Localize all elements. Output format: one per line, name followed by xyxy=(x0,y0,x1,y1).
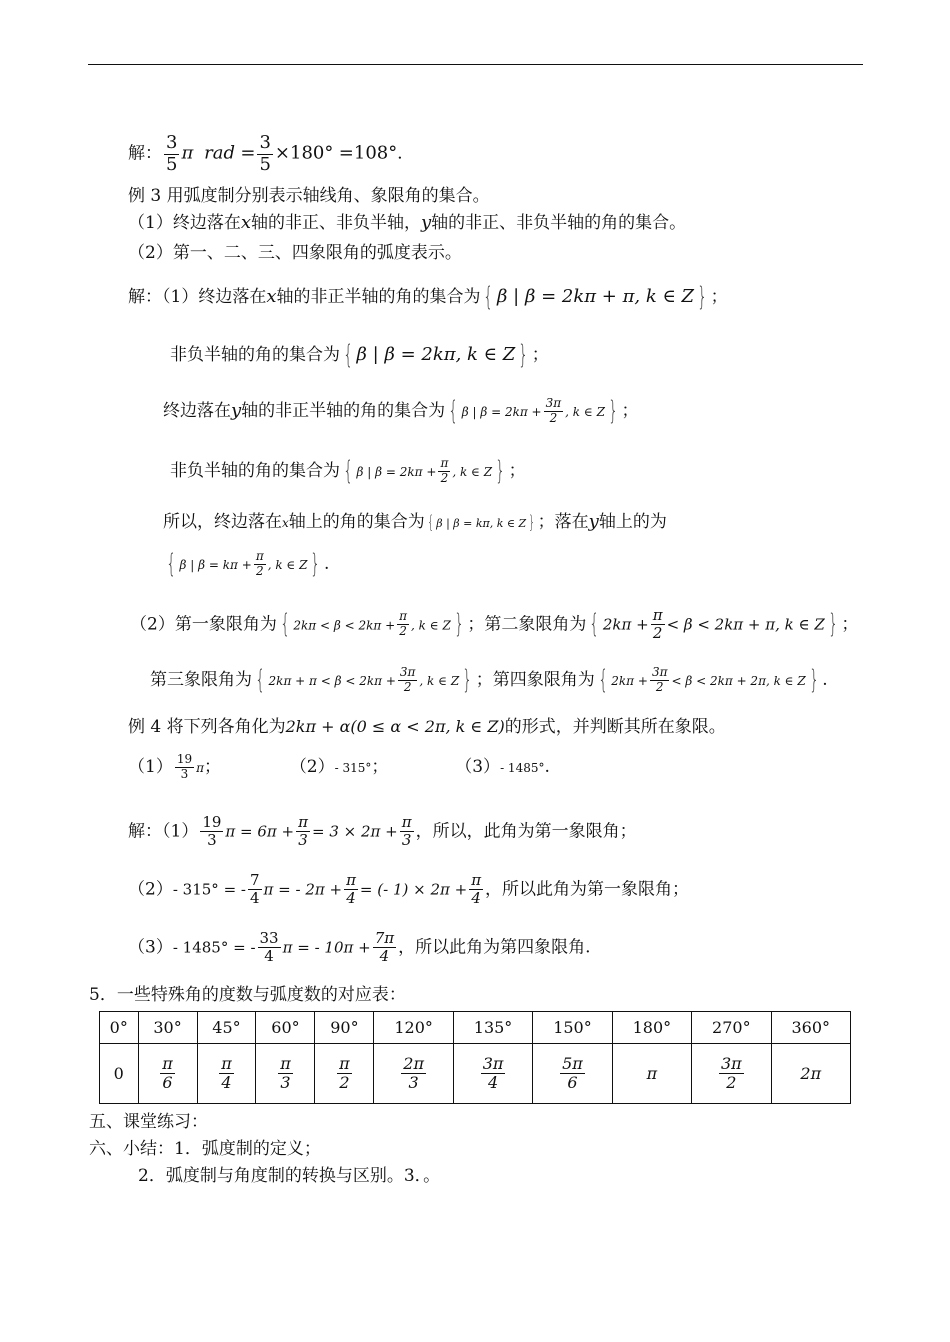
text: ，所以此角为第四象限角. xyxy=(398,937,591,958)
left-brace: { xyxy=(280,609,291,640)
solution-label: 解： xyxy=(128,143,162,164)
right-brace: } xyxy=(697,282,708,312)
section-summary-heading: 六、小结：1．弧度制的定义； xyxy=(89,1139,321,1159)
set-expression: < β < 2kπ + 2π, k ∈ Z xyxy=(671,674,806,689)
fraction: $\frac{3}{5}$ xyxy=(166,132,178,175)
text: ；落在 xyxy=(537,512,589,532)
pi-symbol: π xyxy=(196,760,204,775)
text: 解：（1）终边落在 xyxy=(128,287,267,308)
text: 轴的非正半轴的角的集合为 xyxy=(241,401,446,422)
times-180: ×180° xyxy=(274,142,334,164)
expression: = (- 1) × 2π + xyxy=(359,880,468,899)
fraction: $\frac{19}{3}$ xyxy=(176,752,193,781)
var-y: y xyxy=(420,212,432,233)
left-brace: { xyxy=(343,340,354,370)
fraction: $\frac{7\pi}{4}$ xyxy=(374,929,395,966)
radian-fraction: $\frac{\pi}{4}$ xyxy=(221,1053,232,1092)
semicolon: ； xyxy=(531,345,549,366)
period: . xyxy=(822,670,828,691)
set-expression: , k ∈ Z xyxy=(267,558,308,573)
expression: π = - 10π + xyxy=(282,938,371,957)
degree-cell: 45° xyxy=(197,1012,256,1044)
set-expression: 2kπ + xyxy=(602,615,649,634)
radian-cell xyxy=(533,1044,612,1104)
fraction: $\frac{\pi}{3}$ xyxy=(298,813,308,850)
set-expression: < β < 2kπ + π, k ∈ Z xyxy=(666,615,825,634)
text: ，所以此角为第一象限角； xyxy=(485,879,690,900)
section-5-heading: 5．一些特殊角的度数与弧度数的对应表： xyxy=(89,985,406,1005)
example-3-question-2: （2）第一、二、三、四象限角的弧度表示。 xyxy=(128,243,462,263)
text: ，所以，此角为第一象限角； xyxy=(415,821,637,842)
degree-cell: 150° xyxy=(533,1012,612,1044)
set-expression: , k ∈ Z xyxy=(419,674,460,689)
pi-symbol: π xyxy=(181,142,194,164)
var-x: x xyxy=(240,212,251,233)
right-brace: } xyxy=(828,609,839,640)
left-brace: { xyxy=(343,456,354,486)
result-108: =108° xyxy=(338,142,398,164)
text: ；第四象限角为 xyxy=(475,670,595,691)
radian-value: 0 xyxy=(113,1064,124,1083)
left-brace: { xyxy=(589,609,600,640)
solution-line-1 xyxy=(128,133,414,175)
var-y: y xyxy=(588,511,599,532)
answer-2 xyxy=(128,872,689,908)
semicolon: ； xyxy=(371,756,389,777)
radian-cell xyxy=(453,1044,532,1104)
right-brace: } xyxy=(462,665,473,695)
formula: 2kπ + α(0 ≤ α < 2π, k ∈ Z) xyxy=(285,717,505,736)
degree-cell: 180° xyxy=(612,1012,691,1044)
left-brace: { xyxy=(166,549,177,579)
radian-cell xyxy=(138,1044,197,1104)
radian-cell xyxy=(612,1044,691,1104)
radian-fraction: $\frac{\pi}{6}$ xyxy=(162,1053,173,1092)
text: 非负半轴的角的集合为 xyxy=(170,345,340,366)
angle-table xyxy=(99,1011,851,1104)
right-brace: } xyxy=(809,665,819,695)
example-3-question-1 xyxy=(128,212,686,234)
degree-cell: 135° xyxy=(453,1012,532,1044)
answer-label: （2） xyxy=(128,879,173,900)
set-expression: , k ∈ Z xyxy=(452,465,493,480)
solution-3-line-1 xyxy=(128,282,728,313)
semicolon: ； xyxy=(710,287,728,308)
fraction: $\frac{33}{4}$ xyxy=(259,929,279,966)
fraction: $\frac{\pi}{2}$ xyxy=(440,456,449,486)
radian-fraction: $\frac{3\pi}{2}$ xyxy=(720,1053,742,1092)
set-expression: 2kπ + xyxy=(611,674,648,689)
right-brace: } xyxy=(495,456,506,486)
degree-cell: 360° xyxy=(771,1012,850,1044)
radian-fraction: $\frac{3\pi}{4}$ xyxy=(482,1053,504,1092)
expression: - 1485° = - xyxy=(172,938,256,957)
left-brace: { xyxy=(255,665,266,695)
fraction: $\frac{\pi}{2}$ xyxy=(399,609,408,639)
degrees-row xyxy=(100,1012,851,1044)
set-expression: β | β = 2kπ + xyxy=(356,465,437,480)
text: 轴上的为 xyxy=(598,512,667,532)
radian-fraction: $\frac{5\pi}{6}$ xyxy=(562,1053,583,1092)
text: 例 4 将下列各角化为 xyxy=(128,717,286,737)
solution-3-line-3 xyxy=(163,396,638,427)
example-3-title: 例 3 用弧度制分别表示轴线角、象限角的集合。 xyxy=(128,186,490,206)
problem-label: （1） xyxy=(128,756,173,777)
radian-fraction: $\frac{2\pi}{3}$ xyxy=(403,1053,424,1092)
fraction: $\frac{\pi}{2}$ xyxy=(652,606,663,643)
right-brace: } xyxy=(608,396,619,426)
expression: - 315° = - xyxy=(172,880,246,899)
radian-cell xyxy=(771,1044,850,1104)
fraction: $\frac{7}{4}$ xyxy=(249,871,260,908)
set-expression: 2kπ + π < β < 2kπ + xyxy=(268,674,396,689)
text: （2）第一象限角为 xyxy=(130,614,277,635)
header-rule xyxy=(88,64,863,65)
equals: = xyxy=(240,142,256,164)
period: . xyxy=(324,554,330,575)
radian-cell xyxy=(256,1044,315,1104)
text: 非负半轴的角的集合为 xyxy=(170,461,340,482)
section-practice-heading: 五、课堂练习： xyxy=(89,1112,208,1132)
set-expression: β | β = 2kπ, k ∈ Z xyxy=(356,344,516,366)
left-brace: { xyxy=(483,282,494,312)
set-expression: , k ∈ Z xyxy=(411,618,451,633)
degree-cell: 270° xyxy=(692,1012,771,1044)
set-expression: β | β = kπ + xyxy=(179,558,252,573)
quadrant-line-2 xyxy=(150,665,828,696)
period: . xyxy=(544,756,550,777)
expression: π = - 2π + xyxy=(263,880,343,899)
problem-label: （2） xyxy=(289,756,335,777)
radian-cell xyxy=(100,1044,139,1104)
text: 轴的非正、非负半轴， xyxy=(250,213,421,233)
radian-cell xyxy=(692,1044,771,1104)
fraction: $\frac{3\pi}{2}$ xyxy=(545,396,562,426)
fraction: $\frac{\pi}{2}$ xyxy=(255,549,264,579)
expression: π = 6π + xyxy=(225,822,295,841)
fraction: $\frac{\pi}{4}$ xyxy=(471,871,482,908)
fraction: $\frac{3\pi}{2}$ xyxy=(651,665,668,695)
radian-fraction: $\frac{\pi}{3}$ xyxy=(280,1053,291,1092)
left-brace: { xyxy=(448,396,459,426)
value: - 1485° xyxy=(500,760,545,775)
text: ；第二象限角为 xyxy=(467,614,587,635)
set-expression: , k ∈ Z xyxy=(565,405,605,420)
text: （1）终边落在 xyxy=(128,213,241,233)
summary-item-2: 2．弧度制与角度制的转换与区别。3．。 xyxy=(138,1166,441,1186)
solution-3-line-4 xyxy=(170,456,526,487)
set-expression: β | β = 2kπ + xyxy=(461,405,542,420)
answer-3 xyxy=(128,930,591,966)
quadrant-line-1 xyxy=(130,607,858,643)
fraction: $\frac{3}{5}$ xyxy=(259,132,271,175)
right-brace: } xyxy=(518,340,529,370)
rad-unit: rad xyxy=(204,142,235,164)
var-y: y xyxy=(231,400,242,422)
answer-1 xyxy=(128,814,637,850)
radians-row xyxy=(100,1044,851,1104)
value: - 315° xyxy=(334,760,372,775)
var-x: x xyxy=(266,286,277,308)
right-brace: } xyxy=(454,609,465,640)
set-expression: 2kπ < β < 2kπ + xyxy=(293,618,396,633)
degree-cell: 90° xyxy=(315,1012,374,1044)
solution-3-line-2 xyxy=(170,340,549,371)
semicolon: ； xyxy=(508,461,526,482)
fraction: $\frac{3\pi}{2}$ xyxy=(399,665,416,695)
var-x: x xyxy=(282,516,289,530)
answer-label: 解：（1） xyxy=(128,821,199,842)
degree-cell: 60° xyxy=(256,1012,315,1044)
solution-3-line-6 xyxy=(163,549,329,580)
right-brace: } xyxy=(528,511,536,533)
text: 轴的非正半轴的角的集合为 xyxy=(276,287,481,308)
radian-value: 2π xyxy=(800,1064,822,1083)
fraction: $\frac{19}{3}$ xyxy=(202,813,222,850)
example-4-title xyxy=(128,717,726,737)
text: 轴的非正、非负半轴的角的集合。 xyxy=(431,213,687,233)
semicolon: ； xyxy=(841,614,859,635)
answer-label: （3） xyxy=(128,937,173,958)
text: 的形式，并判断其所在象限。 xyxy=(504,717,726,737)
fraction: $\frac{\pi}{4}$ xyxy=(346,871,356,908)
radian-cell xyxy=(197,1044,256,1104)
radian-fraction: $\frac{\pi}{2}$ xyxy=(339,1053,350,1092)
semicolon: ； xyxy=(204,756,221,777)
semicolon: ； xyxy=(621,401,639,422)
left-brace: { xyxy=(427,511,434,533)
solution-3-line-5 xyxy=(163,511,667,533)
example-4-problems xyxy=(128,753,550,782)
text: 终边落在 xyxy=(163,401,231,422)
text: 轴上的角的集合为 xyxy=(288,512,425,532)
fraction: $\frac{\pi}{3}$ xyxy=(401,813,412,850)
set-expression: β | β = 2kπ + π, k ∈ Z xyxy=(497,286,695,308)
radian-cell xyxy=(315,1044,374,1104)
text: 第三象限角为 xyxy=(150,670,252,691)
text: 所以，终边落在 xyxy=(163,512,282,532)
degree-cell: 30° xyxy=(138,1012,197,1044)
expression: = 3 × 2π + xyxy=(311,822,398,841)
degree-cell: 0° xyxy=(100,1012,139,1044)
right-brace: } xyxy=(310,549,321,579)
set-expression: β | β = kπ, k ∈ Z xyxy=(436,517,527,530)
left-brace: { xyxy=(598,665,608,695)
problem-label: （3） xyxy=(455,756,501,777)
radian-cell xyxy=(374,1044,453,1104)
radian-value: π xyxy=(646,1064,658,1083)
period: ． xyxy=(397,143,415,164)
degree-cell: 120° xyxy=(374,1012,453,1044)
